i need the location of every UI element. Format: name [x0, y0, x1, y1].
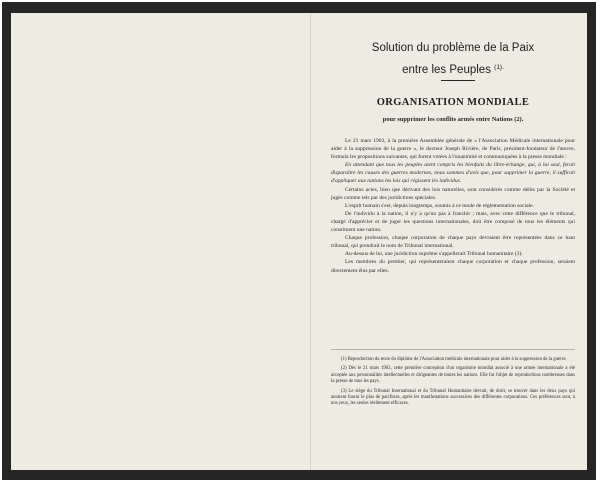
paragraph: De l'individu à la nation, il n'y a qu'un pas à franchir ; mais, avec cette différence que le tribunal, chargé d'apprécier et de juger les questions internationales, doit être composé de tous les éléments qui constituent une nation.	[331, 210, 575, 234]
footnotes	[331, 357, 575, 411]
paragraph: Le 21 mars 1903, à la première Assemblée générale de « l'Association Médicale internationale pour aider à la suppression de la guerre », le docteur Joseph Rivière, de Paris, président-fondateur de l'œuvre, formula les propositions suivantes, qui furent votées à l'unanimité et communiquées à la presse mondiale :	[331, 138, 575, 161]
paragraph: Chaque profession, chaque corporation de chaque pays devraient être représentées dans ce haut tribunal, qui prendrait le nom de Tribunal international.	[331, 235, 575, 250]
footnote-separator	[331, 349, 575, 350]
footnote: (2) Dès le 21 mars 1903, cette première conception d'un organisme mondial associé à une armée internationale a été acceptée aux personnalités intellectuelles et dirigeantes de toutes les nations. Elle fut l'objet de reproductions nombreuses dans la presse de tous les pays.	[331, 366, 575, 385]
document-page	[11, 13, 587, 470]
footnote: (1) Reproduction du texte du diplôme de l'Association médicale internationale pour aider à la suppression de la guerre.	[341, 357, 567, 362]
paragraph: Au-dessus de lui, une juridiction suprême s'appellerait Tribunal humanitaire (3).	[345, 251, 523, 258]
title-line-2-text: entre les Peuples	[402, 64, 491, 76]
paragraph: Certains actes, bien que dérivant des lois naturelles, sont considérés comme délits par la Société et jugés comme tels par des juridictions spéciales.	[331, 186, 575, 201]
title-note-marker: (1).	[494, 64, 504, 71]
title-line-2	[331, 58, 575, 80]
document-title	[331, 39, 575, 80]
title-divider	[441, 80, 475, 81]
footnote: (3) Le siège du Tribunal International et du Tribunal Humanitaire devrait, de droit, se trouver dans les deux pays qui auraient fourni le plus de pacifistes, après les manifestations successives des différentes corporations. Ces préférences sont, à nos yeux, les seules réellement efficaces.	[331, 388, 575, 407]
paragraph: L'esprit humain s'est, depuis longtemps, soumis à ce mode de réglementation sociale.	[345, 202, 535, 209]
paragraph: Les membres du premier, qui représenteraient chaque corporation et chaque profession, seraient directement élus par elles.	[331, 259, 575, 274]
page-fold	[310, 13, 311, 470]
paragraph-italic: En attendant que tous les peuples aient compris les bienfaits du libre-échange, qui, à lui seul, ferait disparaître les causes des guerres modernes, nous sommes d'avis que, pour supprimer la guerre, il suffirait d'appliquer aux nations les lois qui régissent les individus.	[331, 162, 575, 185]
body-text	[331, 137, 575, 275]
title-line-1: Solution du problème de la Paix	[371, 42, 535, 54]
section-heading: ORGANISATION MONDIALE	[376, 97, 530, 108]
section-subheading: pour supprimer les conflits armés entre Nations (2).	[382, 116, 524, 123]
